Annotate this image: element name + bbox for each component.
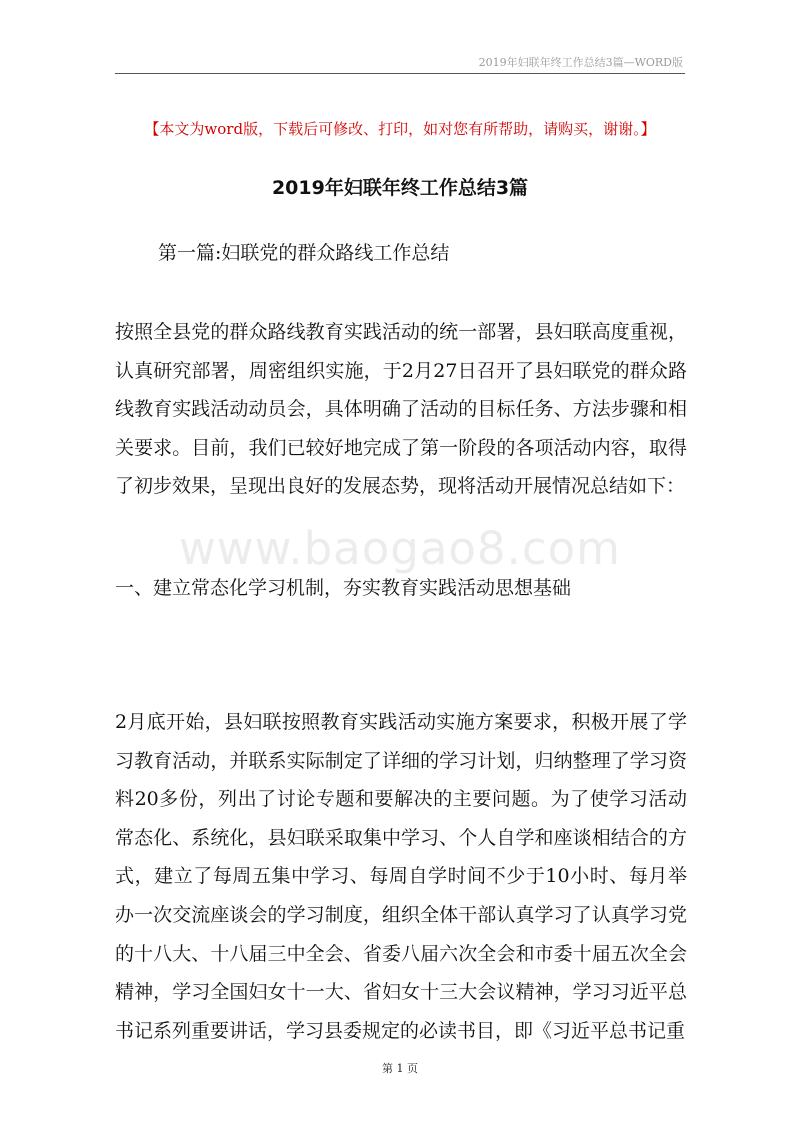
document-title: 2019年妇联年终工作总结3篇: [271, 177, 529, 199]
running-header: 2019年妇联年终工作总结3篇—WORD版: [478, 56, 683, 69]
page-number: 第 1 页: [382, 1062, 418, 1075]
section-title: 第一篇:妇联党的群众路线工作总结: [158, 242, 450, 264]
download-notice: 【本文为word版，下载后可修改、打印，如对您有所帮助，请购买，谢谢。】: [144, 120, 656, 138]
watermark: www.baogao8.com: [179, 522, 621, 575]
paragraph-intro: 按照全县党的群众路线教育实践活动的统一部署，县妇联高度重视，认真研究部署，周密组织实施，于2月27日召开了县妇联党的群众路线教育实践活动动员会，具体明确了活动的目标任务、方法步骤和相关要求。目前，我们已较好地完成了第一阶段的各项活动内容，取得了初步效果，呈现出良好的发展态势，现将活动开展情况总结如下：: [115, 321, 687, 498]
header-divider: [115, 73, 685, 74]
subheading-one: 一、建立常态化学习机制，夯实教育实践活动思想基础: [115, 577, 572, 599]
paragraph-study: 2月底开始，县妇联按照教育实践活动实施方案要求，积极开展了学习教育活动，并联系实际制定了详细的学习计划，归纳整理了学习资料20多份，列出了讨论专题和要解决的主要问题。为了使学习活动常态化、系统化，县妇联采取集中学习、个人自学和座谈相结合的方式，建立了每周五集中学习、每周自学时间不少于10小时、每月举办一次交流座谈会的学习制度，组织全体干部认真学习了认真学习党的十八大、十八届三中全会、省委八届六次全会和市委十届五次全会精神，学习全国妇女十一大、省妇女十三大会议精神，学习习近平总书记系列重要讲话，学习县委规定的必读书目，即《习近平总书记重: [115, 711, 687, 1042]
